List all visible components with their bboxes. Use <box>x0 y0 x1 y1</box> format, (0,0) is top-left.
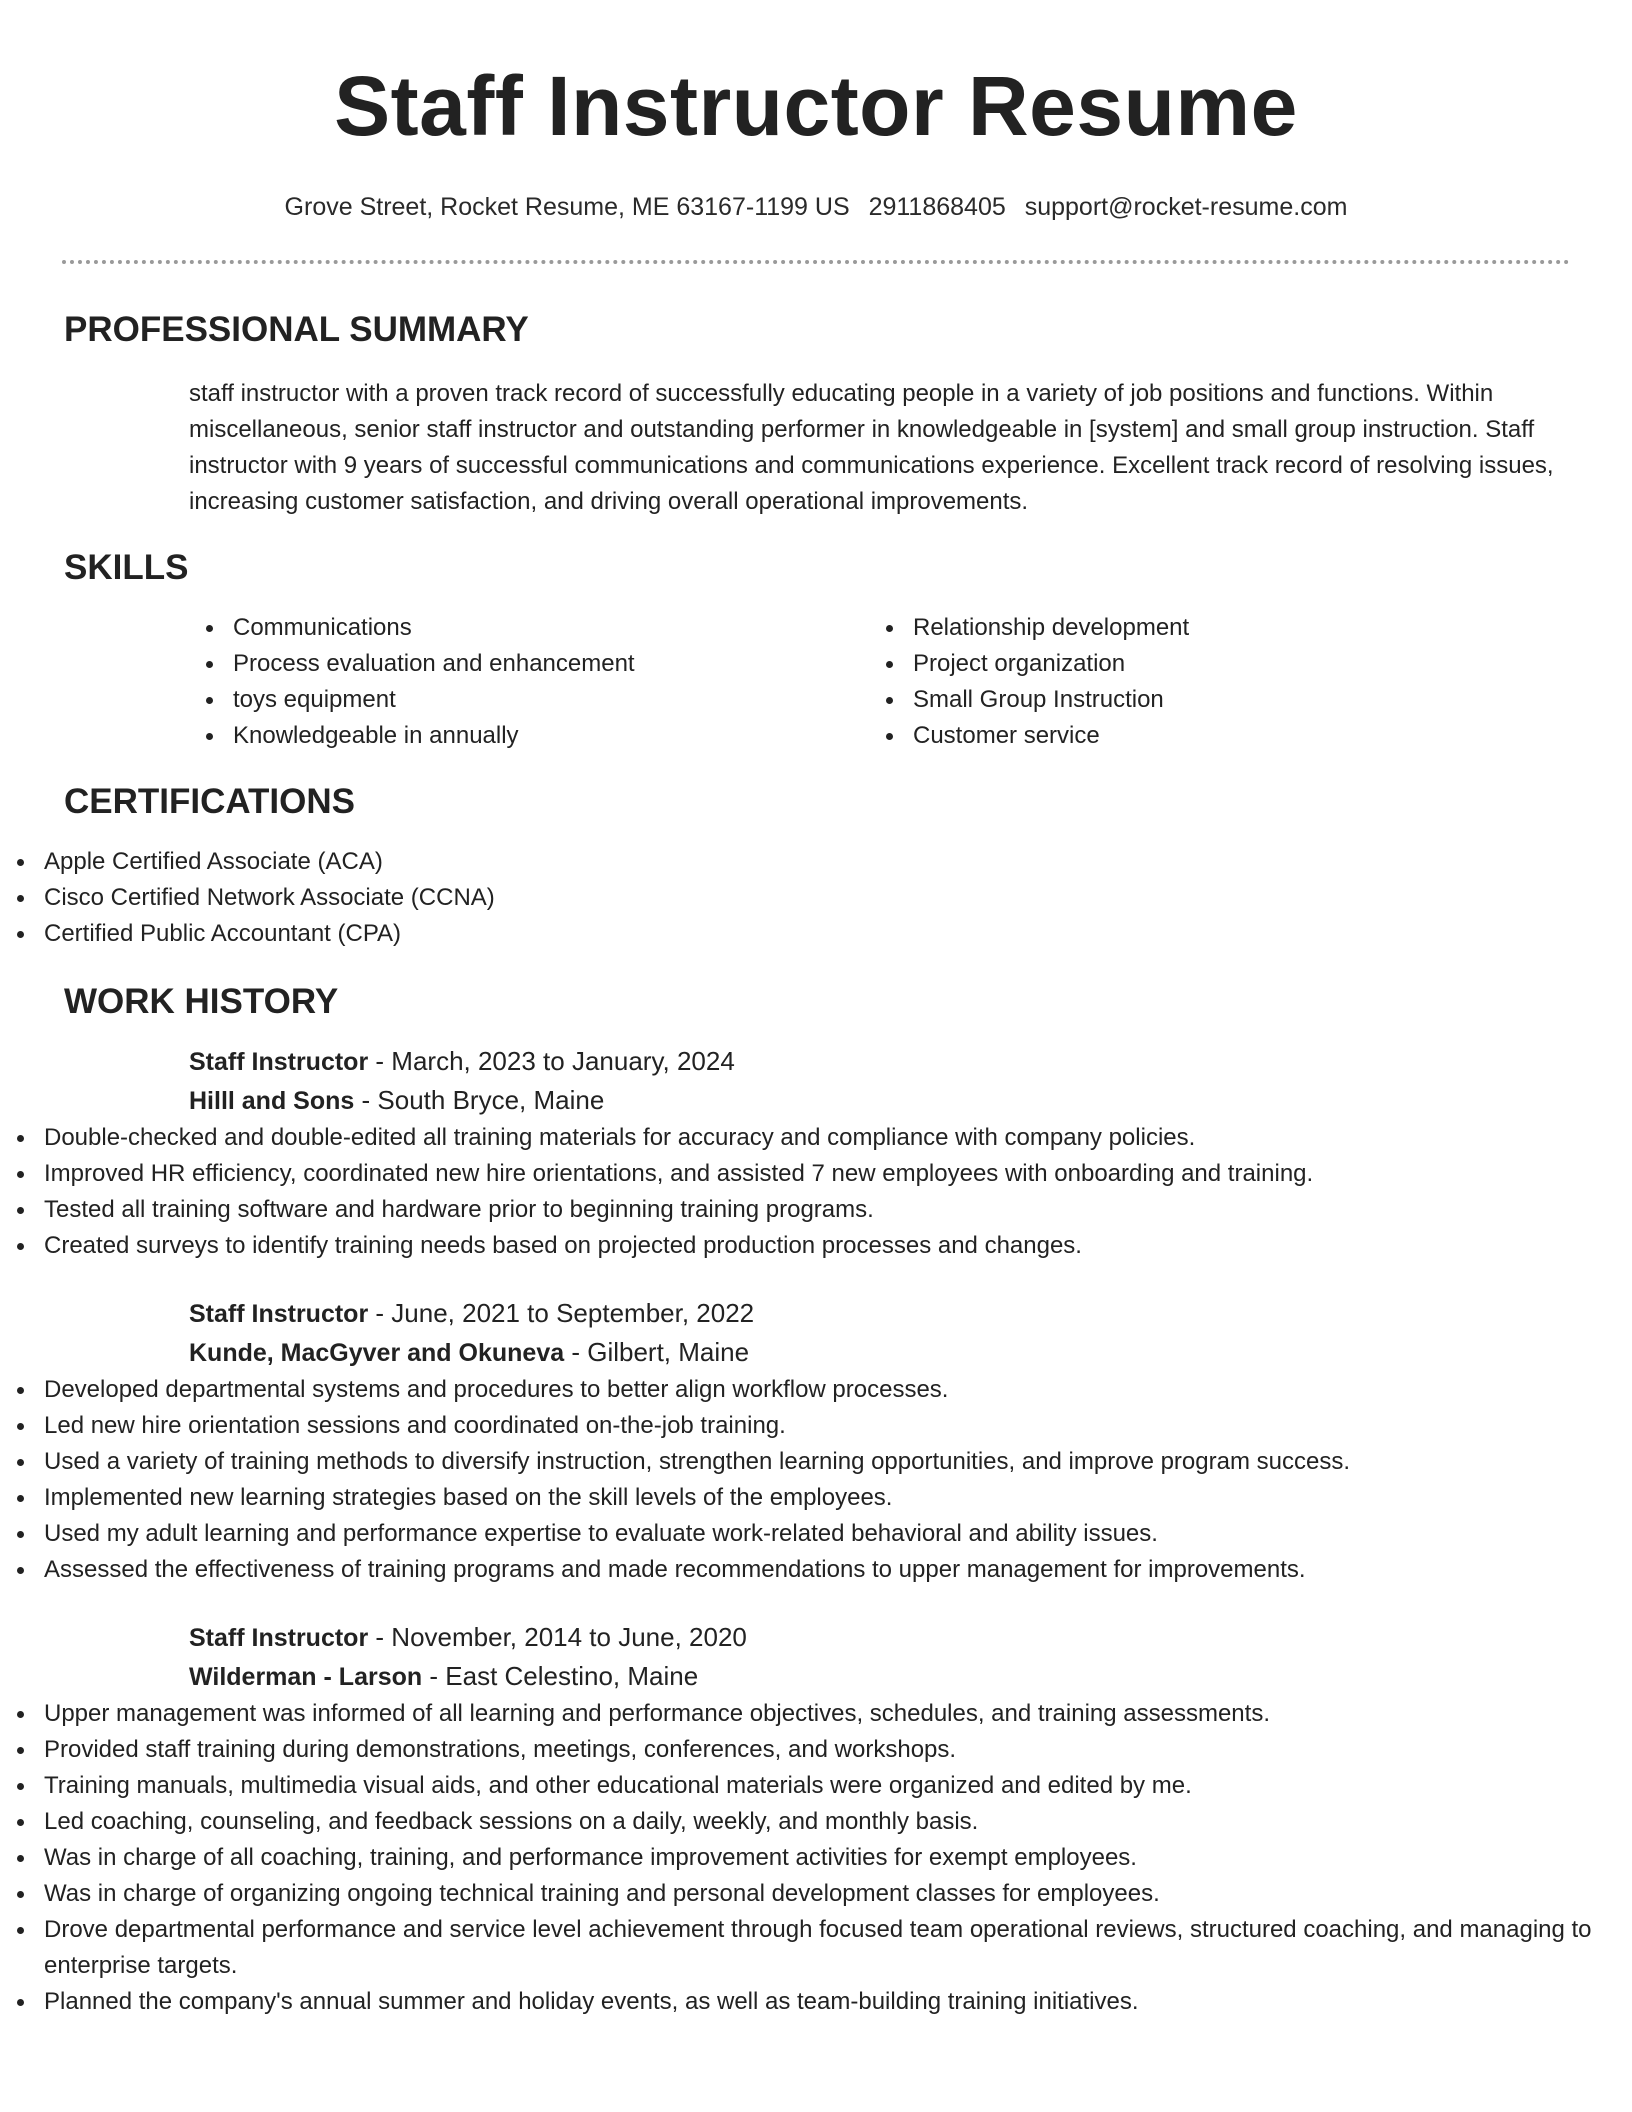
job-dates: - March, 2023 to January, 2024 <box>368 1046 735 1076</box>
job-company-line <box>189 1333 1568 1372</box>
job-bullet: Was in charge of organizing ongoing technical training and personal development classes for employees. <box>0 1876 1632 1912</box>
skill-item: Knowledgeable in annually <box>189 718 869 754</box>
job-bullets <box>0 1372 1632 1588</box>
certification-item: Certified Public Accountant (CPA) <box>0 916 1632 952</box>
skills-heading: SKILLS <box>64 548 189 587</box>
job-company: Wilderman - Larson <box>189 1663 423 1691</box>
job-entry <box>0 1294 1632 1588</box>
job-company-line <box>189 1081 1568 1120</box>
job-role: Staff Instructor <box>189 1624 369 1652</box>
address-text: Grove Street, Rocket Resume, ME 63167-1199 US <box>284 193 850 221</box>
work-history-heading: WORK HISTORY <box>64 982 339 1021</box>
skills-right-list <box>869 610 1549 754</box>
header-divider <box>62 260 1570 264</box>
job-dates: - November, 2014 to June, 2020 <box>368 1622 747 1652</box>
job-company-line <box>189 1657 1568 1696</box>
skill-item: Relationship development <box>869 610 1549 646</box>
job-bullet: Drove departmental performance and service level achievement through focused team operational reviews, structured coaching, and managing to enterprise targets. <box>0 1912 1632 1984</box>
job-bullet: Created surveys to identify training needs based on projected production processes and changes. <box>0 1228 1632 1264</box>
job-bullets <box>0 1696 1632 2020</box>
job-bullet: Led coaching, counseling, and feedback sessions on a daily, weekly, and monthly basis. <box>0 1804 1632 1840</box>
skills-left-list <box>189 610 869 754</box>
skill-item: Communications <box>189 610 869 646</box>
skill-item: Customer service <box>869 718 1549 754</box>
certifications-heading: CERTIFICATIONS <box>64 782 356 821</box>
job-bullet: Developed departmental systems and procedures to better align workflow processes. <box>0 1372 1632 1408</box>
contact-line <box>0 192 1632 222</box>
skill-item: Small Group Instruction <box>869 682 1549 718</box>
job-bullet: Led new hire orientation sessions and coordinated on-the-job training. <box>0 1408 1632 1444</box>
skills-section <box>0 546 1632 754</box>
job-bullet: Used my adult learning and performance expertise to evaluate work-related behavioral and ability issues. <box>0 1516 1632 1552</box>
job-bullet: Double-checked and double-edited all training materials for accuracy and compliance with company policies. <box>0 1120 1632 1156</box>
summary-text: staff instructor with a proven track record of successfully educating people in a variety of job positions and functions. Within miscellaneous, senior staff instructor and outstanding performer in knowledgeable in [system] and small group instruction. Staff instructor with 9 years of successful communications and communications experience. Excellent track record of resolving issues, increasing customer satisfaction, and driving overall operational improvements. <box>189 380 1554 515</box>
job-title-line <box>189 1294 1568 1333</box>
certification-item: Apple Certified Associate (ACA) <box>0 844 1632 880</box>
job-title-line <box>189 1618 1568 1657</box>
job-company: Hilll and Sons <box>189 1087 355 1115</box>
job-bullet: Training manuals, multimedia visual aids, and other educational materials were organized and edited by me. <box>0 1768 1632 1804</box>
certification-item: Cisco Certified Network Associate (CCNA) <box>0 880 1632 916</box>
job-role: Staff Instructor <box>189 1300 369 1328</box>
certifications-list <box>0 844 1632 952</box>
email-text: support@rocket-resume.com <box>1024 193 1348 221</box>
job-bullet: Used a variety of training methods to diversify instruction, strengthen learning opportunities, and improve program success. <box>0 1444 1632 1480</box>
job-bullet: Implemented new learning strategies based on the skill levels of the employees. <box>0 1480 1632 1516</box>
skill-item: Process evaluation and enhancement <box>189 646 869 682</box>
job-role: Staff Instructor <box>189 1048 369 1076</box>
certifications-section <box>0 780 1632 952</box>
job-location: - South Bryce, Maine <box>354 1085 605 1115</box>
skills-columns <box>189 610 1632 754</box>
resume-title: Staff Instructor Resume <box>334 59 1298 153</box>
job-bullet: Provided staff training during demonstrations, meetings, conferences, and workshops. <box>0 1732 1632 1768</box>
job-bullet: Tested all training software and hardware prior to beginning training programs. <box>0 1192 1632 1228</box>
job-title-line <box>189 1042 1568 1081</box>
job-company: Kunde, MacGyver and Okuneva <box>189 1339 565 1367</box>
summary-heading: PROFESSIONAL SUMMARY <box>64 310 529 349</box>
job-location: - East Celestino, Maine <box>422 1661 699 1691</box>
work-history-section <box>0 980 1632 2020</box>
job-bullet: Was in charge of all coaching, training, and performance improvement activities for exempt employees. <box>0 1840 1632 1876</box>
summary-section <box>0 308 1632 520</box>
phone-text: 2911868405 <box>868 193 1006 221</box>
job-dates: - June, 2021 to September, 2022 <box>368 1298 755 1328</box>
job-bullet: Improved HR efficiency, coordinated new hire orientations, and assisted 7 new employees with onboarding and training. <box>0 1156 1632 1192</box>
skill-item: toys equipment <box>189 682 869 718</box>
job-bullets <box>0 1120 1632 1264</box>
job-entry <box>0 1618 1632 2020</box>
job-location: - Gilbert, Maine <box>564 1337 750 1367</box>
job-bullet: Upper management was informed of all learning and performance objectives, schedules, and training assessments. <box>0 1696 1632 1732</box>
job-bullet: Planned the company's annual summer and holiday events, as well as team-building training initiatives. <box>0 1984 1632 2020</box>
job-bullet: Assessed the effectiveness of training programs and made recommendations to upper management for improvements. <box>0 1552 1632 1588</box>
job-entry <box>0 1042 1632 1264</box>
skill-item: Project organization <box>869 646 1549 682</box>
